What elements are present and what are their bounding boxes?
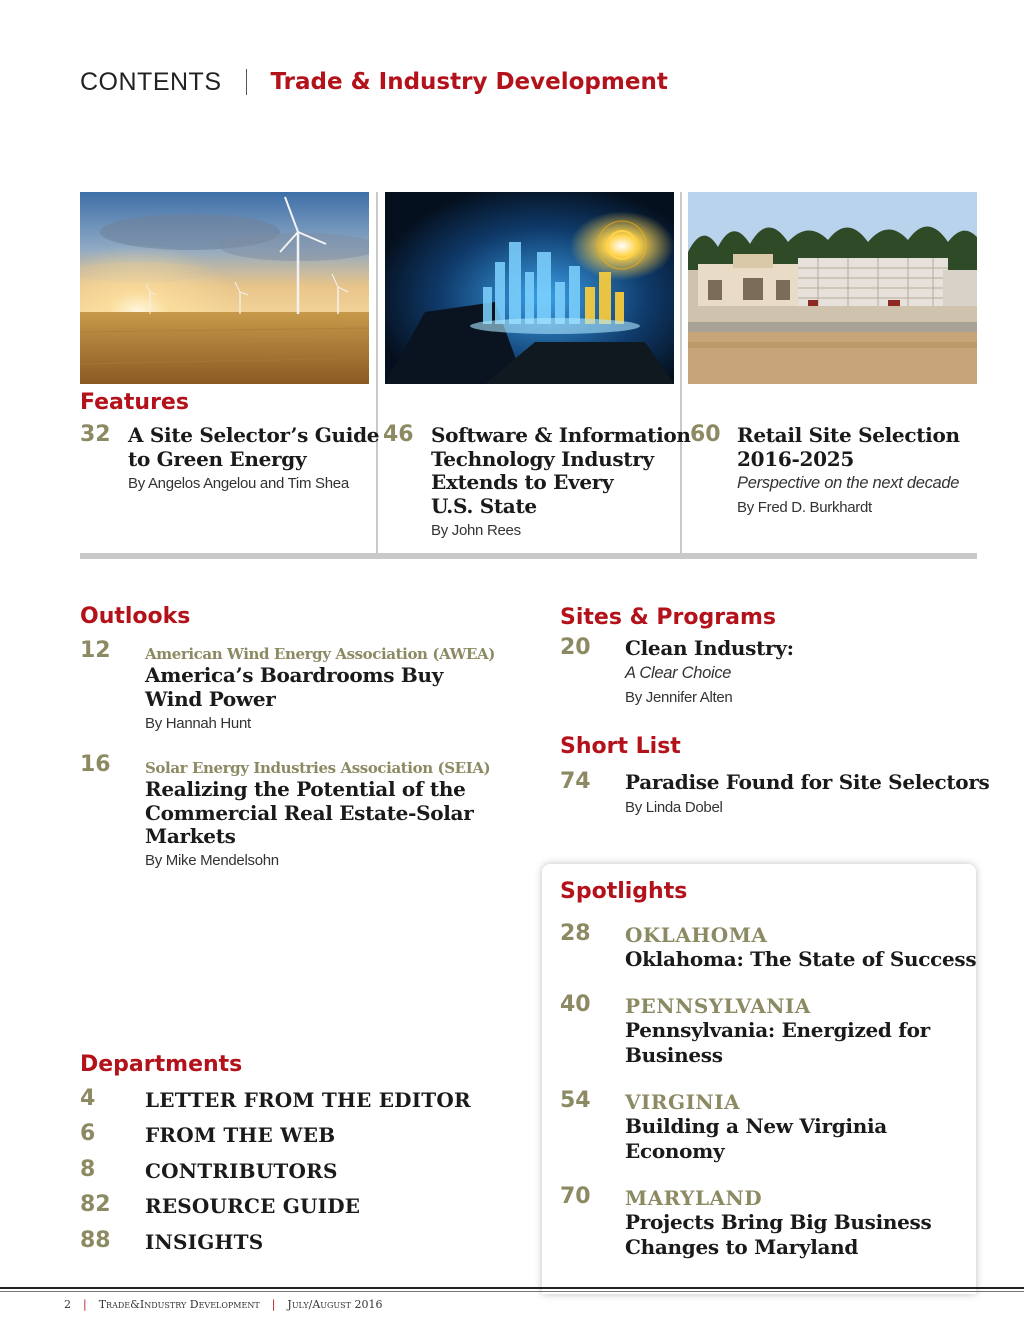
footer-rule bbox=[0, 1287, 1024, 1289]
folio-page-number: 2 bbox=[64, 1298, 71, 1311]
page-number: 4 bbox=[80, 1086, 96, 1111]
departments-heading: Departments bbox=[80, 1052, 243, 1077]
page-number: 8 bbox=[80, 1157, 96, 1182]
spotlight-title: Building a New Virginia Economy bbox=[625, 1114, 887, 1163]
short-list-heading: Short List bbox=[560, 734, 681, 759]
page-footer bbox=[64, 1298, 382, 1311]
page-number: 20 bbox=[560, 635, 591, 660]
page-number: 70 bbox=[560, 1184, 591, 1209]
outlooks-heading: Outlooks bbox=[80, 604, 191, 629]
sites-programs-heading: Sites & Programs bbox=[560, 605, 776, 630]
department-label: INSIGHTS bbox=[145, 1230, 264, 1254]
association-label: American Wind Energy Association (AWEA) bbox=[145, 645, 495, 663]
page-number: 32 bbox=[80, 422, 111, 447]
magazine-name: Trade & Industry Development bbox=[270, 69, 668, 95]
page-number: 12 bbox=[80, 638, 111, 663]
features-bottom-rule bbox=[80, 553, 977, 559]
state-label: OKLAHOMA bbox=[625, 923, 768, 947]
retail-construction-photo[interactable] bbox=[688, 192, 977, 384]
page-number: 74 bbox=[560, 769, 591, 794]
department-item[interactable] bbox=[80, 1121, 500, 1151]
column-divider bbox=[376, 192, 378, 553]
page-number: 82 bbox=[80, 1192, 111, 1217]
page-number: 6 bbox=[80, 1121, 96, 1146]
department-label: LETTER FROM THE EDITOR bbox=[145, 1088, 471, 1112]
state-label: PENNSYLVANIA bbox=[625, 994, 811, 1018]
spotlights-heading: Spotlights bbox=[560, 879, 688, 904]
department-item[interactable] bbox=[80, 1157, 500, 1187]
spotlight-title: Projects Bring Big Business Changes to Maryland bbox=[625, 1210, 932, 1259]
byline: By John Rees bbox=[431, 522, 521, 539]
department-label: CONTRIBUTORS bbox=[145, 1159, 338, 1183]
department-item[interactable] bbox=[80, 1228, 500, 1258]
department-label: FROM THE WEB bbox=[145, 1123, 336, 1147]
footer-rule-thin bbox=[0, 1291, 1024, 1292]
sites-programs-title: Clean Industry: bbox=[625, 636, 794, 660]
state-label: MARYLAND bbox=[625, 1186, 763, 1210]
wind-farm-illustration bbox=[80, 192, 369, 384]
byline: By Fred D. Burkhardt bbox=[737, 499, 872, 516]
contents-label: CONTENTS bbox=[80, 67, 222, 96]
byline: By Mike Mendelsohn bbox=[145, 852, 279, 869]
page-number: 60 bbox=[690, 422, 721, 447]
short-list-title: Paradise Found for Site Selectors bbox=[625, 770, 990, 794]
spotlight-title: Oklahoma: The State of Success bbox=[625, 947, 977, 971]
byline: By Linda Dobel bbox=[625, 799, 723, 816]
tech-city-photo[interactable] bbox=[385, 192, 674, 384]
feature-title: Retail Site Selection 2016-2025 bbox=[737, 423, 960, 471]
spotlight-title: Pennsylvania: Energized for Business bbox=[625, 1018, 930, 1067]
tech-city-illustration bbox=[385, 192, 674, 384]
outlook-title: America’s Boardrooms Buy Wind Power bbox=[145, 663, 444, 711]
state-label: VIRGINIA bbox=[625, 1090, 741, 1114]
header-divider bbox=[246, 69, 247, 95]
features-heading: Features bbox=[80, 390, 189, 415]
page-number: 28 bbox=[560, 921, 591, 946]
footer-publication: Trade&Industry Development bbox=[98, 1298, 260, 1311]
page-number: 88 bbox=[80, 1228, 111, 1253]
feature-title: A Site Selector’s Guide to Green Energy bbox=[128, 423, 380, 471]
byline: By Hannah Hunt bbox=[145, 715, 251, 732]
department-item[interactable] bbox=[80, 1086, 500, 1116]
association-label: Solar Energy Industries Association (SEIA) bbox=[145, 759, 491, 777]
sites-programs-subtitle: A Clear Choice bbox=[625, 664, 732, 682]
footer-separator: | bbox=[271, 1298, 276, 1311]
retail-construction-illustration bbox=[688, 192, 977, 384]
wind-farm-photo[interactable] bbox=[80, 192, 369, 384]
footer-issue: July/August 2016 bbox=[287, 1298, 383, 1311]
page-header bbox=[80, 66, 668, 98]
byline: By Angelos Angelou and Tim Shea bbox=[128, 475, 349, 492]
page-number: 46 bbox=[383, 422, 414, 447]
page-number: 40 bbox=[560, 992, 591, 1017]
page-number: 16 bbox=[80, 752, 111, 777]
department-label: RESOURCE GUIDE bbox=[145, 1194, 361, 1218]
feature-subtitle: Perspective on the next decade bbox=[737, 474, 960, 492]
page-number: 54 bbox=[560, 1088, 591, 1113]
feature-title: Software & Information Technology Industry Extends to Every U.S. State bbox=[431, 423, 691, 518]
department-item[interactable] bbox=[80, 1192, 500, 1222]
byline: By Jennifer Alten bbox=[625, 689, 733, 706]
footer-separator: | bbox=[83, 1298, 87, 1311]
outlook-title: Realizing the Potential of the Commercial Real Estate-Solar Markets bbox=[145, 777, 474, 848]
